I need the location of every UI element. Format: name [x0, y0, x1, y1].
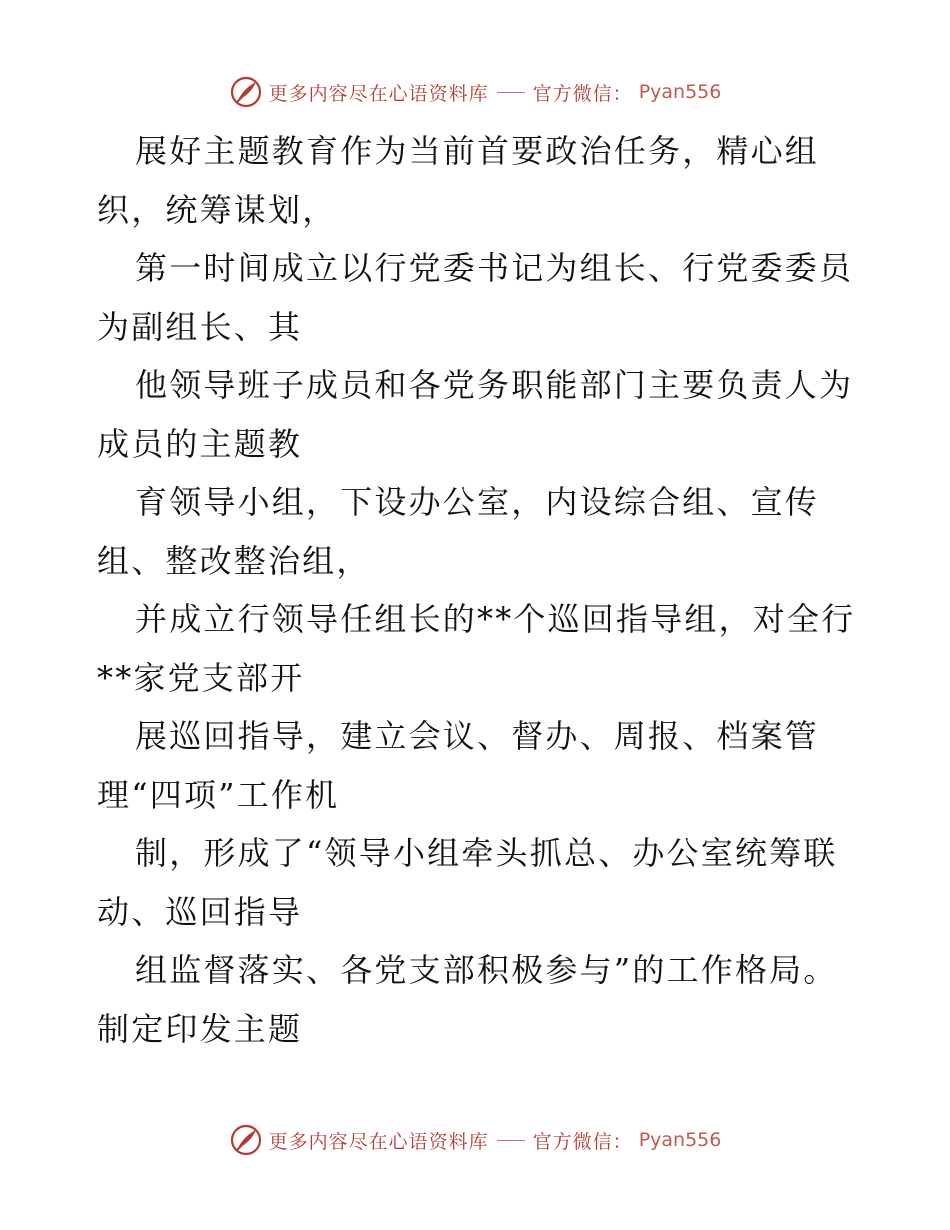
watermark-dash	[497, 92, 525, 93]
text-line: 育领导小组，下设办公室，内设综合组、宣传	[135, 483, 820, 521]
text-line: 制定印发主题	[97, 1009, 303, 1048]
text-line: 展好主题教育作为当前首要政治任务，精心组	[135, 132, 820, 170]
text-line: 为副组长、其	[97, 307, 303, 346]
text-line: **家党支部开	[97, 658, 305, 697]
text-line: 动、巡回指导	[97, 892, 303, 931]
text-line: 织，统筹谋划，	[97, 190, 337, 229]
document-body	[97, 122, 867, 1058]
watermark-dash	[497, 1140, 525, 1141]
text-line: 并成立行领导任组长的**个巡回指导组，对全行	[135, 600, 856, 638]
text-line: 第一时间成立以行党委书记为组长、行党委委员	[135, 249, 854, 287]
text-line: 他领导班子成员和各党务职能部门主要负责人为	[135, 366, 854, 404]
watermark-site-text: 更多内容尽在心语资料库	[268, 82, 489, 105]
feather-pen-logo-icon	[229, 1123, 263, 1157]
watermark-wechat-label: 官方微信：	[532, 1130, 633, 1153]
watermark-wechat-label: 官方微信：	[532, 82, 633, 105]
text-line: 理“四项”工作机	[97, 775, 340, 814]
text-line: 组监督落实、各党支部积极参与”的工作格局。	[135, 951, 838, 989]
header-watermark	[0, 72, 950, 112]
text-line: 展巡回指导，建立会议、督办、周报、档案管	[135, 717, 820, 755]
watermark-site-text: 更多内容尽在心语资料库	[268, 1130, 489, 1153]
text-line: 制，形成了“领导小组牵头抓总、办公室统筹联	[135, 834, 838, 872]
watermark-wechat-id: Pyan556	[638, 81, 722, 103]
feather-pen-logo-icon	[229, 75, 263, 109]
footer-watermark	[0, 1120, 950, 1160]
text-line: 组、整改整治组，	[97, 541, 371, 580]
text-line: 成员的主题教	[97, 424, 303, 463]
watermark-wechat-id: Pyan556	[638, 1129, 722, 1151]
